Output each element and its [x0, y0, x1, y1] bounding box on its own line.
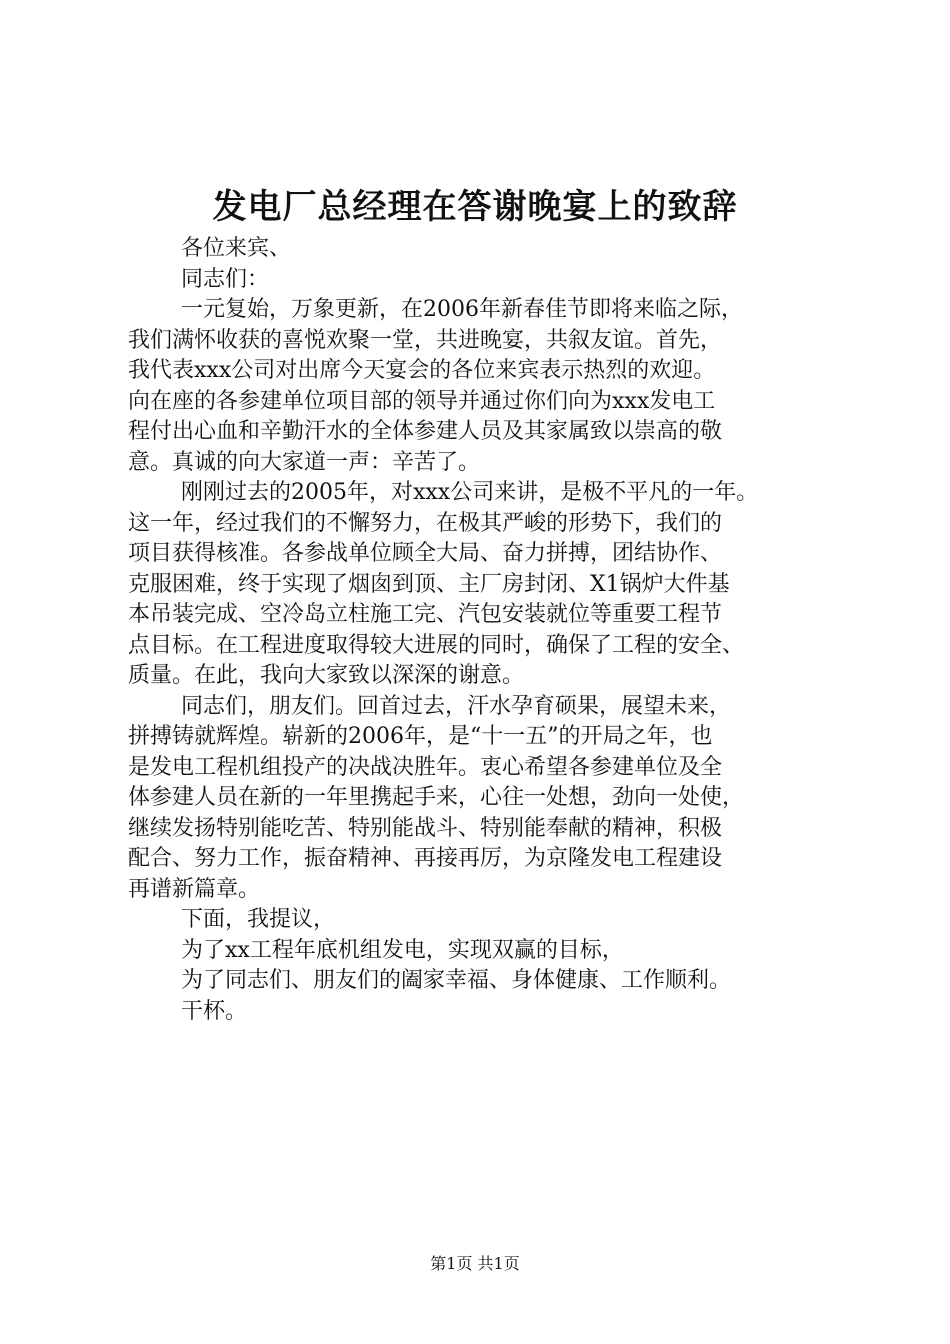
- text-line: 再谱新篇章。: [128, 876, 261, 902]
- text-line: 我们满怀收获的喜悦欢聚一堂，共进晚宴，共叙友谊。首先，: [128, 327, 723, 353]
- text-line: 项目获得核准。各参战单位顾全大局、奋力拼搏，团结协作、: [128, 541, 723, 566]
- text-line: 体参建人员在新的一年里携起手来，心往一处想，劲向一处使，: [128, 785, 745, 810]
- text-line: 克服困难，终于实现了烟囱到顶、主厂房封闭、X1锅炉大件基: [128, 571, 730, 597]
- text-line: 同志们，朋友们。回首过去，汗水孕育硕果，展望未来，: [181, 693, 732, 719]
- text-line: 向在座的各参建单位项目部的领导并通过你们向为xxx发电工: [128, 388, 716, 414]
- text-line: 同志们：: [181, 266, 270, 292]
- text-line: 拼搏铸就辉煌。崭新的2006年，是“十一五”的开局之年，也: [128, 724, 713, 749]
- document-body: [128, 234, 828, 1027]
- page-footer: 第1页 共1页: [430, 1254, 520, 1273]
- text-line: 为了同志们、朋友们的阖家幸福、身体健康、工作顺利。: [181, 968, 732, 993]
- text-line: 本吊装完成、空冷岛立柱施工完、汽包安装就位等重要工程节: [128, 602, 723, 627]
- text-line: 意。真诚的向大家道一声：辛苦了。: [128, 449, 481, 475]
- text-line: 一元复始，万象更新，在2006年新春佳节即将来临之际，: [181, 297, 743, 322]
- text-line: 干杯。: [181, 998, 248, 1024]
- text-line: 下面，我提议，: [181, 907, 336, 932]
- text-line: 质量。在此，我向大家致以深深的谢意。: [128, 663, 525, 688]
- text-line: 是发电工程机组投产的决战决胜年。衷心希望各参建单位及全: [128, 754, 723, 780]
- text-line: 各位来宾、: [181, 236, 292, 261]
- text-line: 配合、努力工作，振奋精神、再接再厉，为京隆发电工程建设: [128, 846, 723, 871]
- text-line: 这一年，经过我们的不懈努力，在极其严峻的形势下，我们的: [128, 510, 723, 536]
- text-line: 刚刚过去的2005年，对xxx公司来讲，是极不平凡的一年。: [181, 480, 759, 505]
- text-line: 程付出心血和辛勤汗水的全体参建人员及其家属致以崇高的敬: [128, 419, 723, 444]
- text-line: 我代表xxx公司对出席今天宴会的各位来宾表示热烈的欢迎。: [128, 358, 716, 383]
- text-line: 点目标。在工程进度取得较大进展的同时，确保了工程的安全、: [128, 632, 745, 658]
- text-line: 继续发扬特别能吃苦、特别能战斗、特别能奉献的精神，积极: [128, 815, 723, 841]
- text-line: 为了xx工程年底机组发电，实现双赢的目标，: [181, 937, 624, 963]
- document-title: 发电厂总经理在答谢晚宴上的致辞: [212, 187, 738, 227]
